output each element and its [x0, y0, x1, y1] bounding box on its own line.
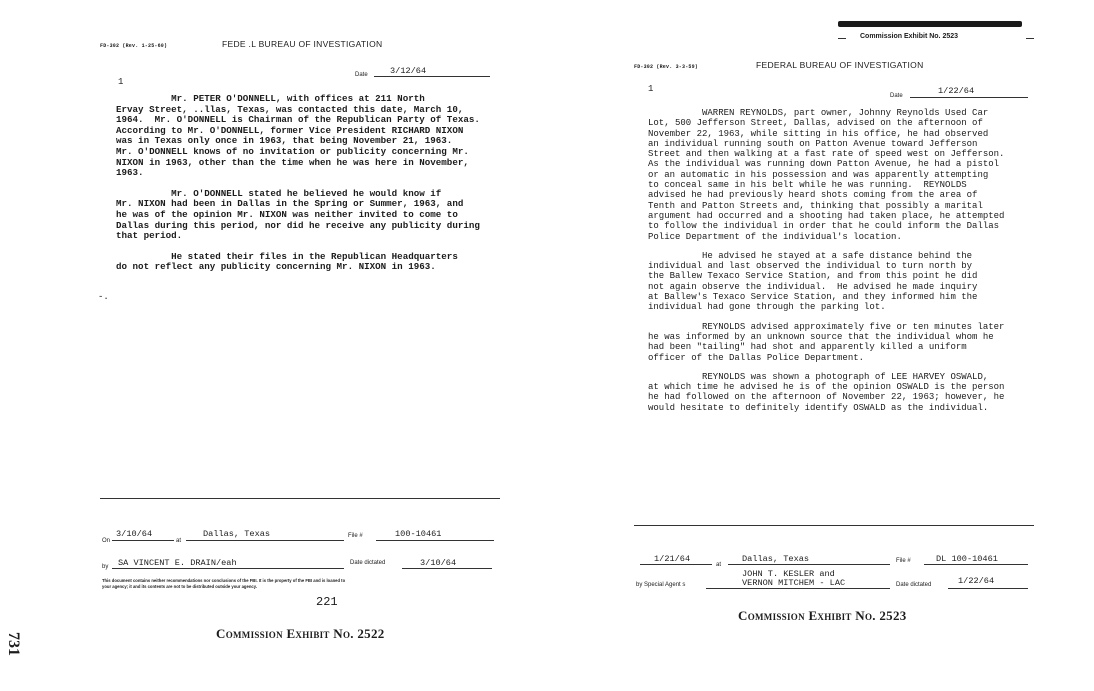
left-by-label: by	[102, 564, 109, 570]
body-line: REYNOLDS advised approximately five or ten minutes later	[648, 321, 1005, 332]
body-line: he was of the opinion Mr. NIXON was neither invited to come to	[116, 208, 458, 220]
right-file-label: File #	[896, 558, 911, 564]
left-at-underline	[186, 540, 344, 541]
left-by-underline	[112, 568, 344, 569]
body-line: Mr. O'DONNELL stated he believed he would know if	[116, 187, 442, 199]
left-page-number: 221	[316, 595, 338, 609]
body-line: Mr. O'DONNELL knows of no invitation or publicity concerning Mr.	[116, 145, 469, 157]
left-date-underline	[374, 76, 490, 77]
body-line: he had followed on the afternoon of November 22, 1963; however, he	[648, 392, 1005, 403]
left-on-underline	[112, 540, 174, 541]
body-line: Tenth and Patton Streets and, thinking that possibly a marital	[648, 200, 983, 211]
body-line: Mr. NIXON had been in Dallas in the Spring or Summer, 1963, and	[116, 198, 464, 210]
right-at-underline	[728, 564, 890, 565]
body-line: November 22, 1963, while sitting in his office, he had observed	[648, 128, 989, 139]
body-line: As the individual was running down Patton Avenue, he had a pistol	[648, 159, 1000, 170]
body-line: Lot, 500 Jefferson Street, Dallas, advised on the afternoon of	[648, 118, 983, 129]
right-at-label: at	[716, 562, 722, 568]
left-dictated-underline	[402, 568, 492, 569]
body-line: advised he had previously heard shots coming from the area of	[648, 190, 978, 201]
body-line: individual had gone through the parking lot.	[648, 302, 886, 313]
left-by-value: SA VINCENT E. DRAIN/eah	[118, 558, 237, 568]
body-line: at Ballew's Texaco Service Station, and they informed him the	[648, 292, 978, 303]
right-footer-rule	[634, 525, 1034, 526]
body-line: do not reflect any publicity concerning Mr. NIXON in 1963.	[116, 261, 436, 273]
right-top-dash-right	[1026, 38, 1034, 39]
body-line: an individual running south on Patton Avenue toward Jefferson	[648, 138, 978, 149]
right-page-marker: 1	[648, 84, 654, 94]
right-dictated-underline	[948, 588, 1028, 589]
left-date-label: Date	[355, 72, 368, 78]
right-top-black-bar	[838, 21, 1022, 27]
margin-page-number: 731	[5, 632, 22, 656]
body-line: he was informed by an unknown source that the individual whom he	[648, 331, 994, 342]
body-line: not again observe the individual. He advised he made inquiry	[648, 281, 978, 292]
right-commission-exhibit: Commission Exhibit No. 2523	[738, 608, 907, 623]
left-on-label: On	[102, 538, 111, 544]
right-bureau-header: FEDERAL BUREAU OF INVESTIGATION	[756, 60, 924, 70]
left-dictated-value: 3/10/64	[420, 558, 457, 568]
right-on-underline	[640, 564, 712, 565]
body-line: Ervay Street, ..llas, Texas, was contacted this date, March 10,	[116, 103, 464, 115]
left-footer-rule	[100, 498, 500, 499]
right-agents-line2: VERNON MITCHEM - LAC	[742, 578, 846, 588]
body-line: 1963.	[116, 167, 144, 179]
left-file-label: File #	[348, 533, 363, 539]
right-top-exhibit-label: Commission Exhibit No. 2523	[860, 33, 959, 40]
body-line: at which time he advised he is of the opinion OSWALD is the person	[648, 382, 1005, 393]
body-line: He stated their files in the Republican Headquarters	[116, 250, 458, 262]
left-form-number: FD-302 (Rev. 1-25-60)	[100, 43, 168, 49]
body-line: WARREN REYNOLDS, part owner, Johnny Reynolds Used Car	[648, 108, 989, 118]
body-line: was in Texas only once in 1963, that being November 21, 1963.	[116, 135, 453, 147]
body-line: or an automatic in his possession and was apparently attempting	[648, 169, 989, 180]
left-file-value: 100-10461	[395, 529, 442, 539]
body-line: argument had occurred and a shooting had taken place, he attempted	[648, 210, 1005, 221]
right-top-dash-left	[838, 38, 846, 39]
left-at-label: at	[176, 538, 182, 544]
right-dictated-label: Date dictated	[896, 582, 932, 588]
body-line: Police Department of the individual's location.	[648, 231, 902, 242]
left-on-value: 3/10/64	[116, 529, 153, 539]
right-date-label: Date	[890, 93, 903, 99]
left-stray-mark: -.	[98, 292, 109, 302]
body-line: to follow the individual in order that he could inform the Dallas	[648, 221, 1000, 232]
body-line: individual and last observed the individual to turn north by	[648, 261, 973, 272]
body-line: that period.	[116, 230, 183, 242]
body-line: He advised he stayed at a safe distance behind the	[648, 250, 973, 261]
right-agents-underline	[706, 588, 890, 589]
right-form-number: FD-302 (Rev. 3-3-59)	[634, 64, 699, 70]
body-line: officer of the Dallas Police Department.	[648, 352, 865, 363]
body-line: Dallas during this period, nor did he receive any publicity during	[116, 219, 480, 231]
right-dictated-value: 1/22/64	[958, 576, 995, 586]
left-disclaimer-line2: your agency; it and its contents are not to be distributed outside your agency.	[102, 584, 257, 589]
right-on-value: 1/21/64	[654, 554, 691, 564]
body-line: the Ballew Texaco Service Station, and from this point he did	[648, 271, 978, 282]
right-date-underline	[910, 97, 1028, 98]
body-line: Street and then walking at a fast rate of speed west on Jefferson.	[648, 149, 1005, 160]
body-line: would hesitate to definitely identify OSWALD as the individual.	[648, 402, 989, 413]
right-agents-label: by Special Agent s	[636, 582, 686, 588]
left-bureau-header: FEDE .L BUREAU OF INVESTIGATION	[222, 39, 383, 49]
right-body-text	[648, 108, 1004, 413]
right-date-value: 1/22/64	[938, 86, 975, 96]
right-at-value: Dallas, Texas	[742, 554, 810, 564]
left-dictated-label: Date dictated	[350, 560, 386, 566]
body-line: REYNOLDS was shown a photograph of LEE HARVEY OSWALD,	[648, 371, 989, 382]
body-line: Mr. PETER O'DONNELL, with offices at 211 North	[116, 93, 425, 104]
right-agents-line1: JOHN T. KESLER and	[742, 569, 835, 579]
left-disclaimer-line1: This document contains neither recommendations nor conclusions of the FBI. It is the property of the FBI and is loaned to	[102, 578, 346, 583]
left-page-marker: 1	[118, 77, 124, 87]
left-file-underline	[376, 540, 494, 541]
body-line: According to Mr. O'DONNELL, former Vice President RICHARD NIXON	[116, 124, 464, 136]
body-line: had been "tailing" had shot and apparently killed a uniform	[648, 342, 967, 353]
right-file-underline	[924, 564, 1028, 565]
body-line: NIXON in 1963, other than the time when he was here in November,	[116, 156, 469, 168]
left-body-text	[116, 94, 480, 273]
right-file-value: DL 100-10461	[936, 554, 998, 564]
left-at-value: Dallas, Texas	[203, 529, 271, 539]
body-line: 1964. Mr. O'DONNELL is Chairman of the Republican Party of Texas.	[116, 114, 480, 126]
left-commission-exhibit: Commission Exhibit No. 2522	[216, 626, 385, 641]
left-date-value: 3/12/64	[390, 66, 427, 76]
body-line: to conceal same in his belt while he was running. REYNOLDS	[648, 180, 967, 191]
